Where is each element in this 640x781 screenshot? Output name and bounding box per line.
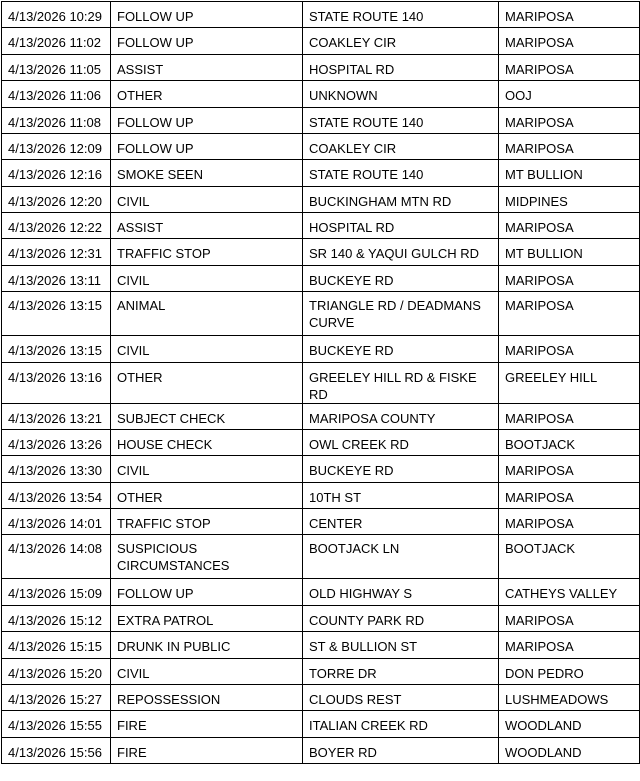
cell-call-type: FOLLOW UP	[111, 2, 303, 28]
cell-area: GREELEY HILL	[499, 362, 640, 403]
cell-location: BUCKINGHAM MTN RD	[303, 186, 499, 212]
cell-area: CATHEYS VALLEY	[499, 579, 640, 605]
cell-call-type: REPOSSESSION	[111, 684, 303, 710]
cell-area: MARIPOSA	[499, 336, 640, 362]
cell-call-type: FOLLOW UP	[111, 579, 303, 605]
cell-call-type: SMOKE SEEN	[111, 160, 303, 186]
cell-datetime: 4/13/2026 13:54	[2, 482, 111, 508]
cell-area: MIDPINES	[499, 186, 640, 212]
cell-area: MARIPOSA	[499, 482, 640, 508]
cell-area: MT BULLION	[499, 239, 640, 265]
cell-datetime: 4/13/2026 15:56	[2, 737, 111, 763]
table-row	[2, 684, 640, 710]
cell-location: STATE ROUTE 140	[303, 160, 499, 186]
table-row	[2, 362, 640, 403]
cell-call-type: OTHER	[111, 362, 303, 403]
cell-location: OWL CREEK RD	[303, 429, 499, 455]
cell-location: UNKNOWN	[303, 81, 499, 107]
table-row	[2, 239, 640, 265]
cell-location: STATE ROUTE 140	[303, 107, 499, 133]
cell-call-type: FOLLOW UP	[111, 133, 303, 159]
cell-area: MARIPOSA	[499, 213, 640, 239]
cell-call-type: CIVIL	[111, 336, 303, 362]
cell-datetime: 4/13/2026 13:30	[2, 456, 111, 482]
table-row	[2, 265, 640, 291]
cell-location: GREELEY HILL RD & FISKE RD	[303, 362, 499, 403]
table-row	[2, 133, 640, 159]
cell-area: MARIPOSA	[499, 292, 640, 336]
cell-datetime: 4/13/2026 10:29	[2, 2, 111, 28]
cell-area: BOOTJACK	[499, 429, 640, 455]
cell-location: COUNTY PARK RD	[303, 605, 499, 631]
cell-datetime: 4/13/2026 13:21	[2, 403, 111, 429]
cell-location: SR 140 & YAQUI GULCH RD	[303, 239, 499, 265]
cell-call-type: OTHER	[111, 81, 303, 107]
table-row	[2, 2, 640, 28]
cell-call-type: FOLLOW UP	[111, 107, 303, 133]
table-row	[2, 186, 640, 212]
cell-call-type: ASSIST	[111, 213, 303, 239]
table-row	[2, 429, 640, 455]
cell-area: OOJ	[499, 81, 640, 107]
cell-location: CENTER	[303, 509, 499, 535]
cell-datetime: 4/13/2026 14:08	[2, 535, 111, 579]
cell-location: BUCKEYE RD	[303, 265, 499, 291]
cell-datetime: 4/13/2026 12:20	[2, 186, 111, 212]
cell-area: MARIPOSA	[499, 403, 640, 429]
cell-datetime: 4/13/2026 11:06	[2, 81, 111, 107]
table-row	[2, 81, 640, 107]
cell-call-type: CIVIL	[111, 456, 303, 482]
cell-area: MARIPOSA	[499, 54, 640, 80]
cell-datetime: 4/13/2026 11:08	[2, 107, 111, 133]
table-row	[2, 711, 640, 737]
table-row	[2, 579, 640, 605]
cell-area: WOODLAND	[499, 737, 640, 763]
cell-call-type: TRAFFIC STOP	[111, 239, 303, 265]
cell-datetime: 4/13/2026 13:15	[2, 336, 111, 362]
cell-area: MARIPOSA	[499, 605, 640, 631]
cell-location: BUCKEYE RD	[303, 456, 499, 482]
cell-call-type: CIVIL	[111, 265, 303, 291]
table-row	[2, 292, 640, 336]
cell-datetime: 4/13/2026 12:16	[2, 160, 111, 186]
cell-datetime: 4/13/2026 13:26	[2, 429, 111, 455]
cell-datetime: 4/13/2026 12:22	[2, 213, 111, 239]
table-row	[2, 213, 640, 239]
table-row	[2, 28, 640, 54]
cell-call-type: DRUNK IN PUBLIC	[111, 632, 303, 658]
cell-location: HOSPITAL RD	[303, 54, 499, 80]
cell-location: ST & BULLION ST	[303, 632, 499, 658]
cell-call-type: FIRE	[111, 711, 303, 737]
cell-area: MARIPOSA	[499, 456, 640, 482]
table-row	[2, 160, 640, 186]
table-row	[2, 632, 640, 658]
table-row	[2, 107, 640, 133]
cell-area: MARIPOSA	[499, 133, 640, 159]
table-row	[2, 54, 640, 80]
cell-datetime: 4/13/2026 15:55	[2, 711, 111, 737]
cell-call-type: CIVIL	[111, 658, 303, 684]
cell-location: HOSPITAL RD	[303, 213, 499, 239]
cell-datetime: 4/13/2026 13:16	[2, 362, 111, 403]
cell-location: TRIANGLE RD / DEADMANS CURVE	[303, 292, 499, 336]
table-row	[2, 509, 640, 535]
cell-call-type: EXTRA PATROL	[111, 605, 303, 631]
cell-call-type: TRAFFIC STOP	[111, 509, 303, 535]
cell-datetime: 4/13/2026 15:15	[2, 632, 111, 658]
cell-datetime: 4/13/2026 12:09	[2, 133, 111, 159]
cell-location: OLD HIGHWAY S	[303, 579, 499, 605]
table-row	[2, 336, 640, 362]
cell-location: BOYER RD	[303, 737, 499, 763]
cell-area: WOODLAND	[499, 711, 640, 737]
cell-location: BUCKEYE RD	[303, 336, 499, 362]
table-row	[2, 535, 640, 579]
cell-location: ITALIAN CREEK RD	[303, 711, 499, 737]
cell-location: TORRE DR	[303, 658, 499, 684]
cell-area: LUSHMEADOWS	[499, 684, 640, 710]
cell-datetime: 4/13/2026 15:12	[2, 605, 111, 631]
cell-call-type: ASSIST	[111, 54, 303, 80]
cell-location: STATE ROUTE 140	[303, 2, 499, 28]
cell-location: CLOUDS REST	[303, 684, 499, 710]
cell-call-type: HOUSE CHECK	[111, 429, 303, 455]
cell-datetime: 4/13/2026 14:01	[2, 509, 111, 535]
cell-datetime: 4/13/2026 15:20	[2, 658, 111, 684]
cell-area: MARIPOSA	[499, 28, 640, 54]
table-row	[2, 658, 640, 684]
table-row	[2, 737, 640, 763]
cell-location: BOOTJACK LN	[303, 535, 499, 579]
call-log-body	[2, 2, 640, 764]
cell-datetime: 4/13/2026 15:27	[2, 684, 111, 710]
cell-datetime: 4/13/2026 12:31	[2, 239, 111, 265]
cell-datetime: 4/13/2026 11:02	[2, 28, 111, 54]
cell-datetime: 4/13/2026 15:09	[2, 579, 111, 605]
cell-location: COAKLEY CIR	[303, 28, 499, 54]
cell-area: DON PEDRO	[499, 658, 640, 684]
cell-call-type: SUBJECT CHECK	[111, 403, 303, 429]
table-row	[2, 605, 640, 631]
cell-area: BOOTJACK	[499, 535, 640, 579]
cell-area: MARIPOSA	[499, 2, 640, 28]
cell-call-type: OTHER	[111, 482, 303, 508]
cell-location: 10TH ST	[303, 482, 499, 508]
cell-call-type: SUSPICIOUS CIRCUMSTANCES	[111, 535, 303, 579]
cell-call-type: FIRE	[111, 737, 303, 763]
table-row	[2, 482, 640, 508]
cell-area: MARIPOSA	[499, 107, 640, 133]
cell-area: MARIPOSA	[499, 632, 640, 658]
cell-location: MARIPOSA COUNTY	[303, 403, 499, 429]
cell-area: MT BULLION	[499, 160, 640, 186]
cell-call-type: ANIMAL	[111, 292, 303, 336]
cell-datetime: 4/13/2026 11:05	[2, 54, 111, 80]
call-log-table	[1, 1, 640, 764]
cell-datetime: 4/13/2026 13:15	[2, 292, 111, 336]
table-row	[2, 456, 640, 482]
cell-area: MARIPOSA	[499, 509, 640, 535]
cell-datetime: 4/13/2026 13:11	[2, 265, 111, 291]
cell-call-type: CIVIL	[111, 186, 303, 212]
cell-location: COAKLEY CIR	[303, 133, 499, 159]
cell-area: MARIPOSA	[499, 265, 640, 291]
cell-call-type: FOLLOW UP	[111, 28, 303, 54]
table-row	[2, 403, 640, 429]
